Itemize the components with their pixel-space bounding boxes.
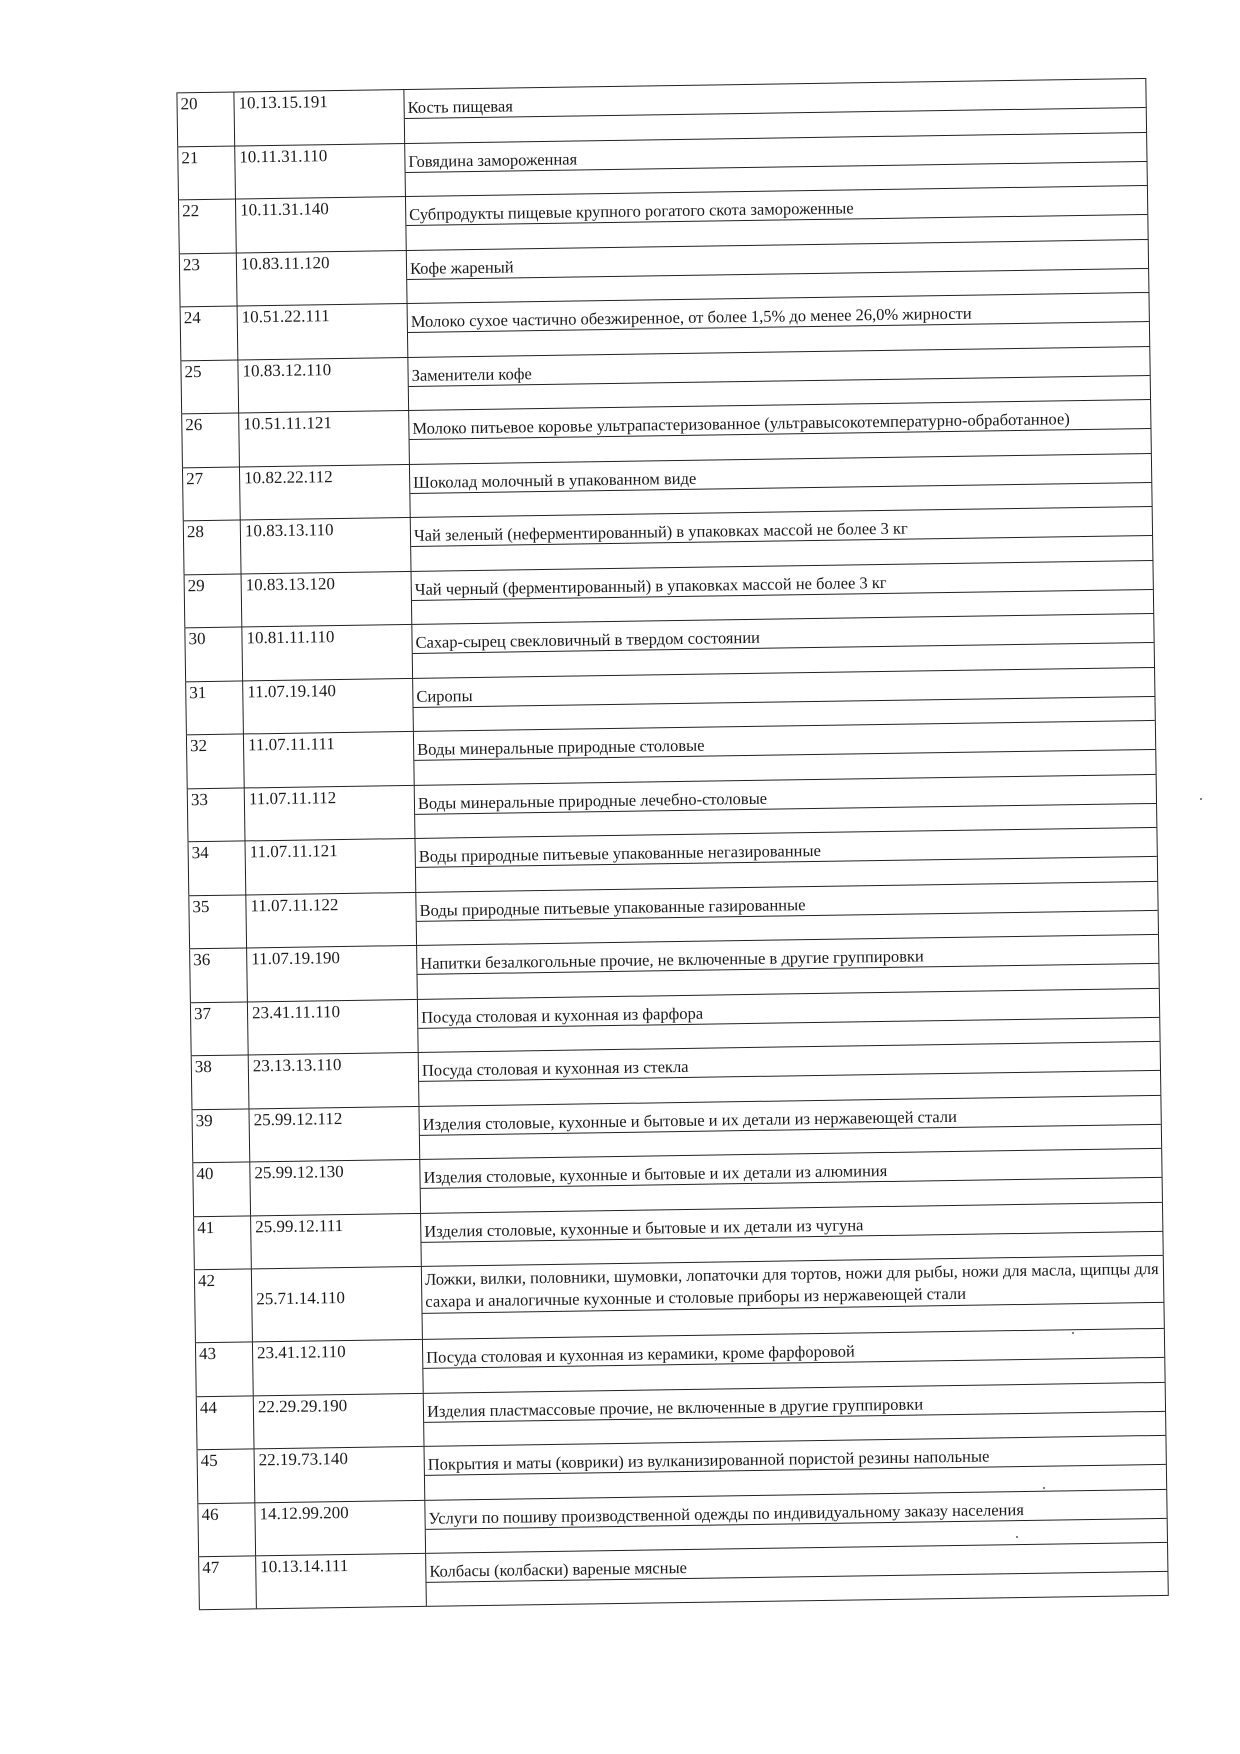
item-name: Изделия столовые, кухонные и бытовые и их детали из нержавеющей стали [418, 1095, 1162, 1159]
okpd-code: 10.81.11.110 [241, 625, 412, 680]
okpd-code: 25.71.14.110 [251, 1267, 422, 1342]
item-name: Посуда столовая и кухонная из фарфора [417, 988, 1161, 1052]
okpd-code: 25.99.12.130 [249, 1160, 420, 1215]
row-number: 37 [190, 1002, 248, 1055]
row-number: 38 [191, 1055, 249, 1108]
item-name: Услуги по пошиву производственной одежды по индивидуальному заказу населения [424, 1489, 1168, 1553]
okpd-code: 10.11.31.110 [234, 144, 405, 199]
row-number: 34 [188, 841, 246, 894]
item-name: Говядина замороженная [404, 132, 1148, 196]
item-name: Молоко сухое частично обезжиренное, от более 1,5% до менее 26,0% жирности [407, 293, 1151, 357]
okpd-code: 22.29.29.190 [253, 1393, 424, 1448]
item-name: Посуда столовая и кухонная из керамики, кроме фарфоровой [422, 1329, 1166, 1393]
item-name: Покрытия и маты (коврики) из вулканизированной пористой резины напольные [424, 1436, 1168, 1500]
row-number: 42 [194, 1269, 252, 1342]
okpd-table [176, 78, 1168, 1610]
row-number: 36 [189, 948, 247, 1001]
okpd-code: 10.51.11.121 [238, 411, 409, 466]
row-number: 26 [181, 414, 239, 467]
okpd-code: 10.51.22.111 [237, 304, 408, 359]
row-number: 27 [182, 467, 240, 520]
row-number: 45 [197, 1449, 255, 1502]
row-number: 32 [186, 734, 244, 787]
okpd-code: 11.07.11.112 [244, 785, 415, 840]
item-name: Изделия пластмассовые прочие, не включенные в другие группировки [423, 1382, 1167, 1446]
item-name: Колбасы (колбаски) вареные мясные [425, 1543, 1169, 1606]
row-number: 40 [192, 1162, 250, 1215]
okpd-code: 14.12.99.200 [254, 1500, 425, 1555]
item-name: Посуда столовая и кухонная из стекла [418, 1042, 1162, 1106]
item-name: Воды природные питьевые упакованные негазированные [414, 828, 1158, 892]
item-name: Напитки безалкогольные прочие, не включенные в другие группировки [416, 935, 1160, 999]
okpd-code: 25.99.12.111 [250, 1213, 421, 1268]
scan-speck [1016, 1536, 1018, 1538]
okpd-code: 10.82.22.112 [239, 464, 410, 519]
row-number: 41 [193, 1216, 251, 1269]
okpd-code: 11.07.19.190 [246, 946, 417, 1001]
scan-speck [1200, 798, 1202, 800]
item-name: Воды природные питьевые упакованные газированные [415, 881, 1159, 945]
okpd-code: 10.83.13.110 [240, 518, 411, 573]
okpd-code: 25.99.12.112 [248, 1106, 419, 1161]
row-number: 29 [184, 574, 242, 627]
row-number: 47 [198, 1556, 256, 1608]
row-number: 43 [195, 1342, 253, 1395]
row-number: 39 [191, 1109, 249, 1162]
okpd-code: 11.07.11.121 [245, 839, 416, 894]
item-name: Сиропы [412, 667, 1156, 731]
row-number: 30 [184, 627, 242, 680]
okpd-code: 23.13.13.110 [248, 1053, 419, 1108]
row-number: 28 [183, 521, 241, 574]
item-name: Воды минеральные природные столовые [413, 721, 1157, 785]
okpd-code: 11.07.19.140 [242, 678, 413, 733]
okpd-code: 10.83.13.120 [241, 571, 412, 626]
item-name: Молоко питьевое коровье ультрапастеризованное (ультравысокотемпературно-обработанное) [408, 400, 1152, 464]
okpd-code: 22.19.73.140 [254, 1447, 425, 1502]
row-number: 25 [180, 360, 238, 413]
item-name: Изделия столовые, кухонные и бытовые и их детали из чугуна [420, 1202, 1164, 1266]
okpd-code: 23.41.11.110 [247, 999, 418, 1054]
item-name: Ложки, вилки, половники, шумовки, лопаточки для тортов, ножи для рыбы, ножи для масла, щипцы для сахара и аналогичные кухонные и столовые приборы из нержавеющей стали [421, 1256, 1165, 1339]
okpd-code: 11.07.11.122 [245, 892, 416, 947]
item-name: Шоколад молочный в упакованном виде [409, 453, 1153, 517]
item-name: Чай зеленый (неферментированный) в упаковках массой не более 3 кг [410, 507, 1154, 571]
row-number: 46 [197, 1503, 255, 1556]
row-number: 24 [180, 307, 238, 360]
row-number: 23 [179, 253, 237, 306]
row-number: 44 [196, 1396, 254, 1449]
item-name: Заменители кофе [407, 346, 1151, 410]
okpd-code: 10.83.11.120 [236, 251, 407, 306]
okpd-code: 10.13.15.191 [233, 90, 404, 145]
okpd-code: 10.13.14.111 [255, 1554, 426, 1608]
row-number: 20 [176, 93, 234, 146]
okpd-code: 11.07.11.111 [243, 732, 414, 787]
item-name: Кость пищевая [403, 79, 1147, 143]
item-name: Чай черный (ферментированный) в упаковках массой не более 3 кг [411, 560, 1155, 624]
item-name: Кофе жареный [406, 239, 1150, 303]
scan-speck [1072, 1332, 1074, 1334]
row-number: 33 [187, 788, 245, 841]
okpd-code: 10.83.12.110 [237, 357, 408, 412]
row-number: 21 [177, 146, 235, 199]
scan-speck [1043, 1487, 1045, 1489]
okpd-code: 10.11.31.140 [235, 197, 406, 252]
item-name: Изделия столовые, кухонные и бытовые и их детали из алюминия [419, 1149, 1163, 1213]
row-number: 22 [178, 200, 236, 253]
item-name: Субпродукты пищевые крупного рогатого скота замороженные [405, 186, 1149, 250]
row-number: 31 [185, 681, 243, 734]
okpd-code: 23.41.12.110 [252, 1340, 423, 1395]
item-name: Сахар-сырец свекловичный в твердом состоянии [411, 614, 1155, 678]
row-number: 35 [188, 895, 246, 948]
item-name: Воды минеральные природные лечебно-столовые [414, 774, 1158, 838]
